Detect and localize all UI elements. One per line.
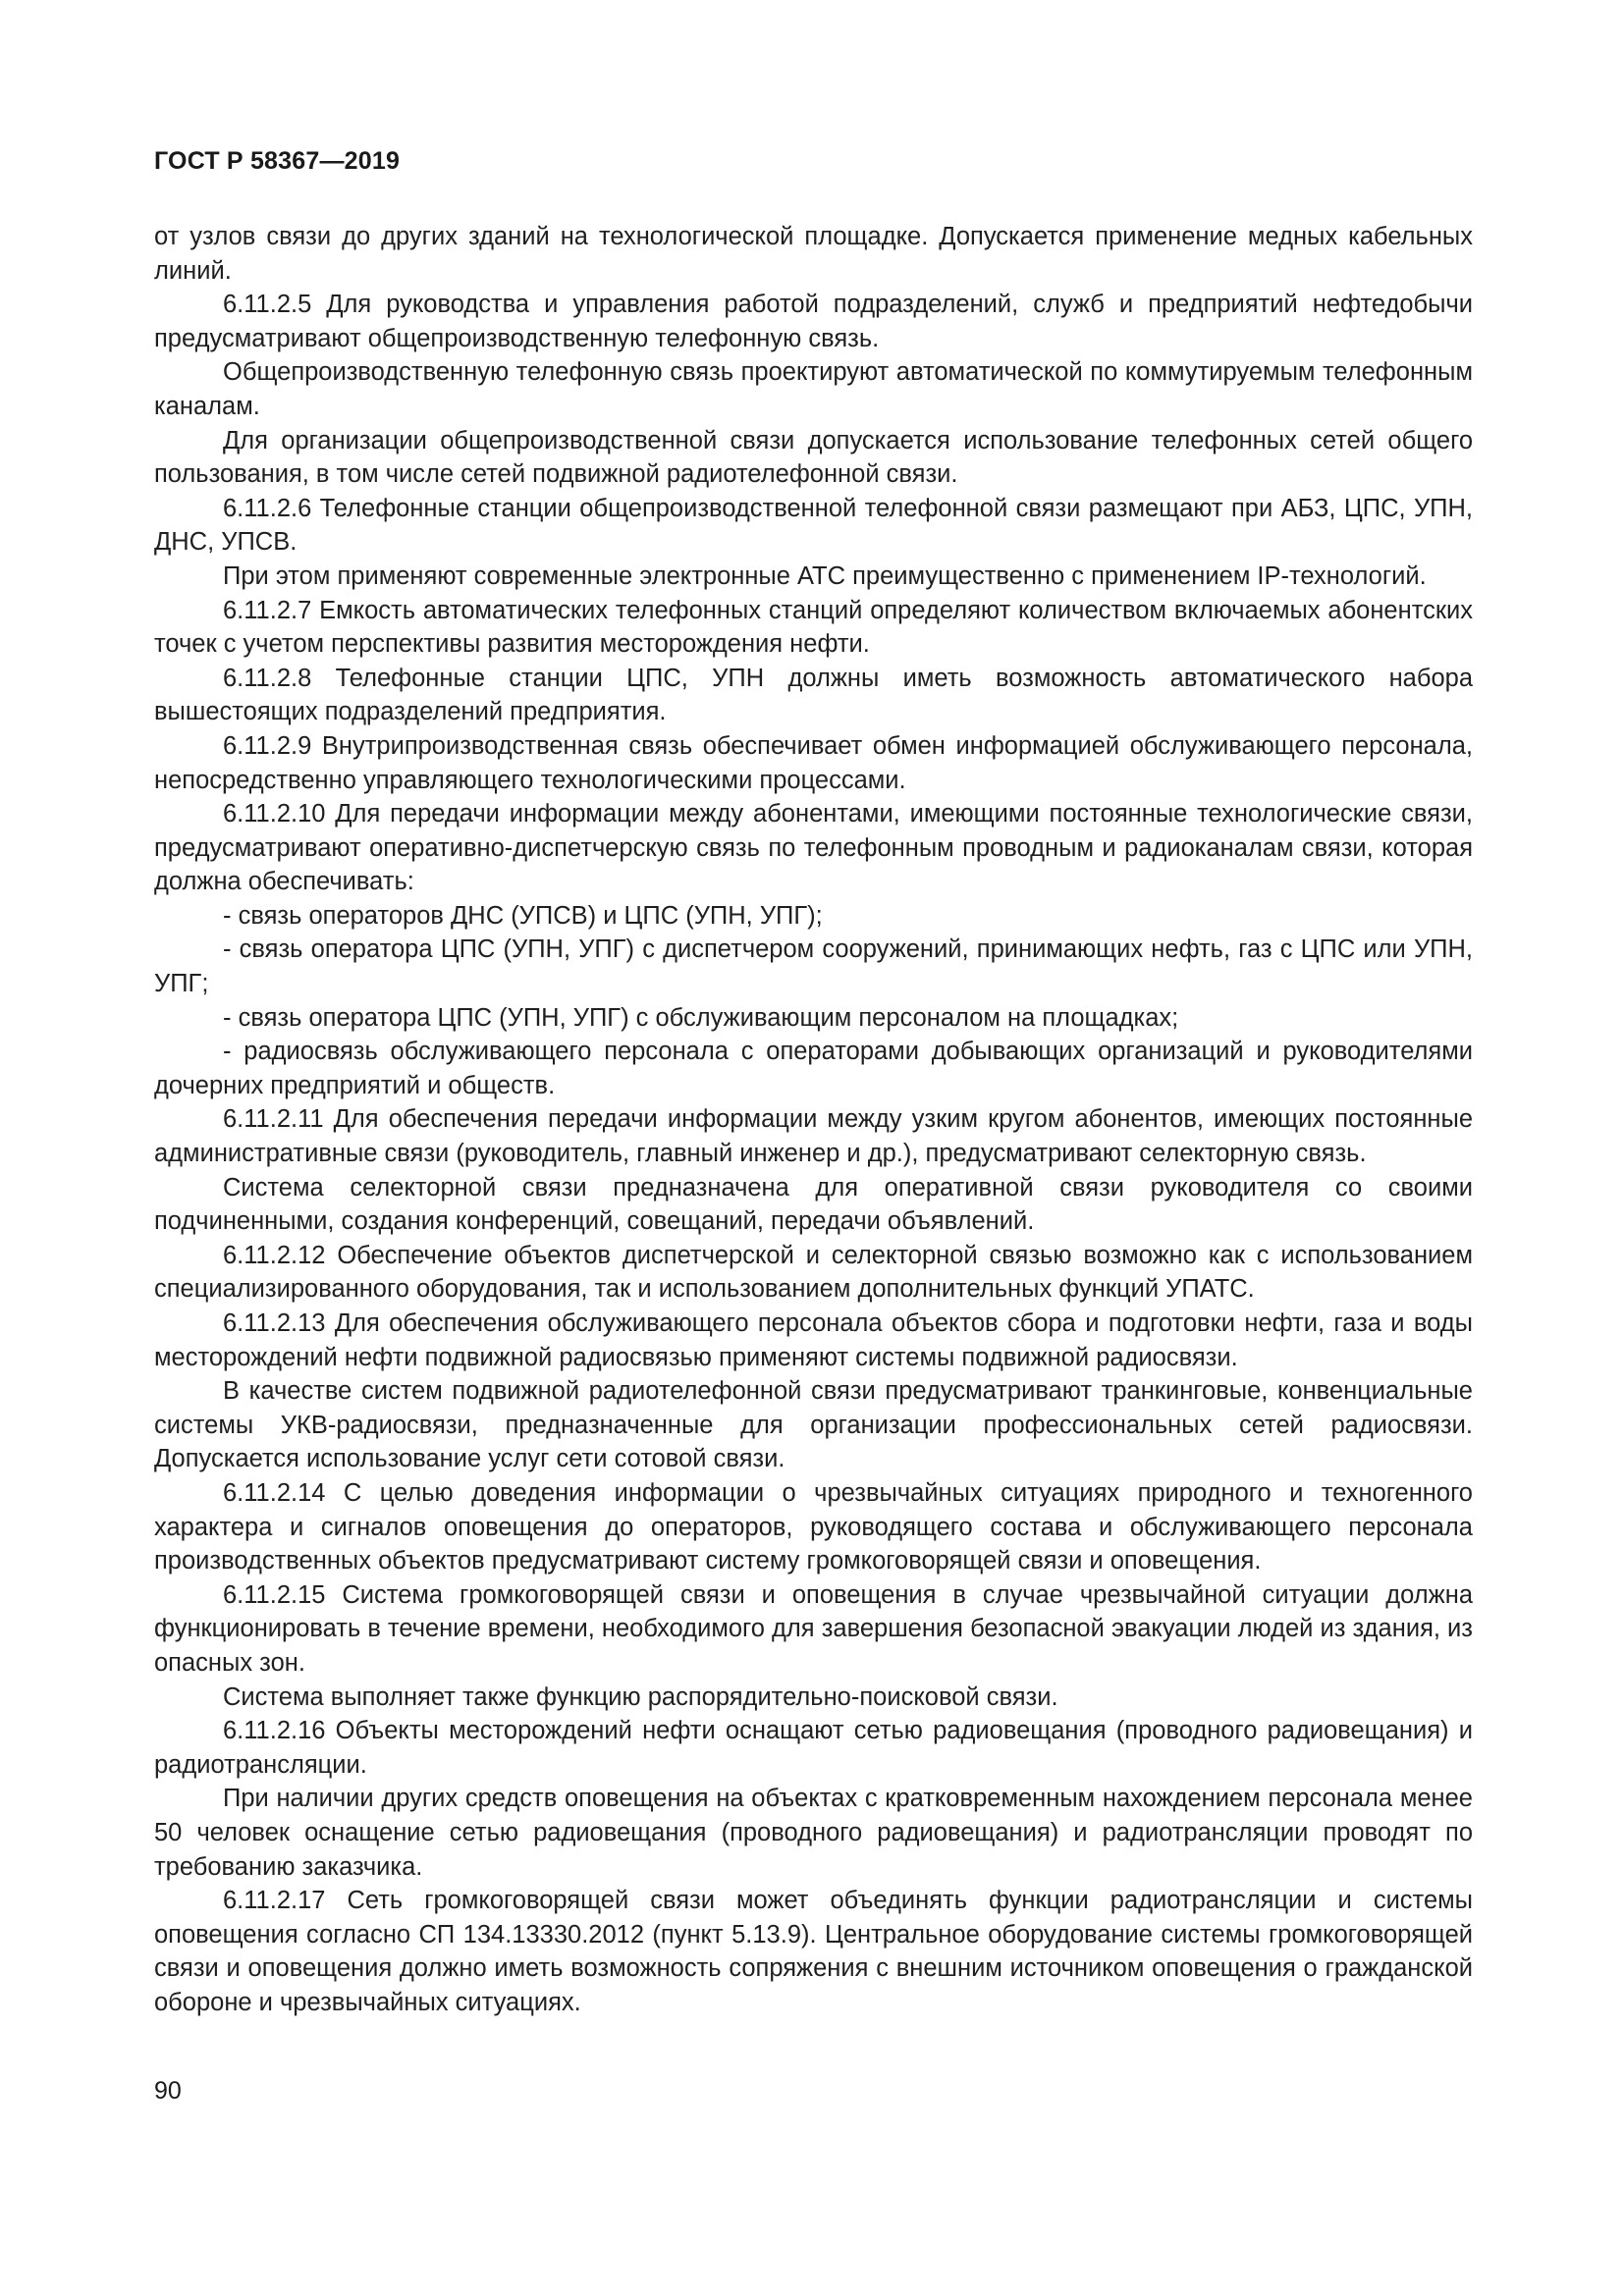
paragraph: 6.11.2.7 Емкость автоматических телефонных станций определяют количеством включаемых абонентских точек с учетом перспективы развития месторождения нефти.: [154, 596, 1473, 659]
paragraph: При наличии других средств оповещения на объектах с кратковременным нахождением персонала менее 50 человек оснащение сетью радиовещания (проводного радиовещания) и радиотрансляции проводят по требованию заказчика.: [154, 1785, 1473, 1881]
paragraph: 6.11.2.5 Для руководства и управления работой подразделений, служб и предприятий нефтедобычи предусматривают общепроизводственную телефонную связь.: [154, 291, 1473, 352]
paragraph: Для организации общепроизводственной связи допускается использование телефонных сетей общего пользования, в том числе сетей подвижной радиотелефонной связи.: [154, 426, 1473, 489]
paragraph: В качестве систем подвижной радиотелефонной связи предусматривают транкинговые, конвенциальные системы УКВ-радиосвязи, предназначенные для организации профессиональных сетей радиосвязи. Допускается использование услуг сети сотовой связи.: [154, 1377, 1473, 1473]
paragraph: 6.11.2.8 Телефонные станции ЦПС, УПН должны иметь возможность автоматического набора вышестоящих подразделений предприятия.: [154, 664, 1473, 726]
paragraph: 6.11.2.10 Для передачи информации между абонентами, имеющими постоянные технологические связи, предусматривают оперативно-диспетчерскую связь по телефонным проводным и радиоканалам связи, которая должна обеспечивать:: [154, 800, 1473, 896]
paragraph: При этом применяют современные электронные АТС преимущественно с применением IP-технологий.: [223, 561, 1427, 590]
paragraph: 6.11.2.6 Телефонные станции общепроизводственной телефонной связи размещают при АБЗ, ЦПС, УПН, ДНС, УПСВ.: [154, 494, 1473, 557]
paragraph: 6.11.2.15 Система громкоговорящей связи и оповещения в случае чрезвычайной ситуации должна функционировать в течение времени, необходимого для завершения безопасной эвакуации людей из здания, из опасных зон.: [154, 1580, 1473, 1677]
list-item: - радиосвязь обслуживающего персонала с операторами добывающих организаций и руководителями дочерних предприятий и обществ.: [154, 1038, 1473, 1099]
list-item: - связь оператора ЦПС (УПН, УПГ) с обслуживающим персоналом на площадках;: [223, 1003, 1179, 1032]
paragraph: 6.11.2.11 Для обеспечения передачи информации между узким кругом абонентов, имеющих постоянные административные связи (руководитель, главный инженер и др.), предусматривают селекторную связь.: [154, 1105, 1473, 1168]
list-item: - связь операторов ДНС (УПСВ) и ЦПС (УПН, УПГ);: [223, 901, 823, 930]
document-header: ГОСТ Р 58367—2019: [154, 147, 401, 175]
paragraph: 6.11.2.17 Сеть громкоговорящей связи может объединять функции радиотрансляции и системы оповещения согласно СП 134.13330.2012 (пункт 5.13.9). Центральное оборудование системы громкоговорящей связи и оповещения должно иметь возможность сопряжения с внешним источником оповещения о гражданской обороне и чрезвычайных ситуациях.: [154, 1887, 1473, 2016]
paragraph: от узлов связи до других зданий на технологической площадке. Допускается применение медных кабельных линий.: [154, 223, 1473, 285]
list-item: - связь оператора ЦПС (УПН, УПГ) с диспетчером сооружений, принимающих нефть, газ с ЦПС или УПН, УПГ;: [154, 935, 1473, 998]
document-body: [154, 220, 1473, 2019]
paragraph: 6.11.2.9 Внутрипроизводственная связь обеспечивает обмен информацией обслуживающего персонала, непосредственно управляющего технологическими процессами.: [154, 731, 1473, 794]
paragraph: Система селекторной связи предназначена для оперативной связи руководителя со своими подчиненными, создания конференций, совещаний, передачи объявлений.: [154, 1173, 1473, 1236]
paragraph: 6.11.2.16 Объекты месторождений нефти оснащают сетью радиовещания (проводного радиовещания) и радиотрансляции.: [154, 1717, 1473, 1779]
paragraph: Общепроизводственную телефонную связь проектируют автоматической по коммутируемым телефонным каналам.: [154, 358, 1473, 420]
paragraph: 6.11.2.13 Для обеспечения обслуживающего персонала объектов сбора и подготовки нефти, газа и воды месторождений нефти подвижной радиосвязью применяют системы подвижной радиосвязи.: [154, 1309, 1473, 1371]
page-number: 90: [154, 2077, 182, 2105]
paragraph: Система выполняет также функцию распорядительно-поисковой связи.: [223, 1682, 1058, 1711]
paragraph: 6.11.2.12 Обеспечение объектов диспетчерской и селекторной связью возможно как с использованием специализированного оборудования, так и использованием дополнительных функций УПАТС.: [154, 1241, 1473, 1304]
paragraph: 6.11.2.14 С целью доведения информации о чрезвычайных ситуациях природного и техногенного характера и сигналов оповещения до операторов, руководящего состава и обслуживающего персонала производственных объектов предусматривают систему громкоговорящей связи и оповещения.: [154, 1478, 1473, 1575]
